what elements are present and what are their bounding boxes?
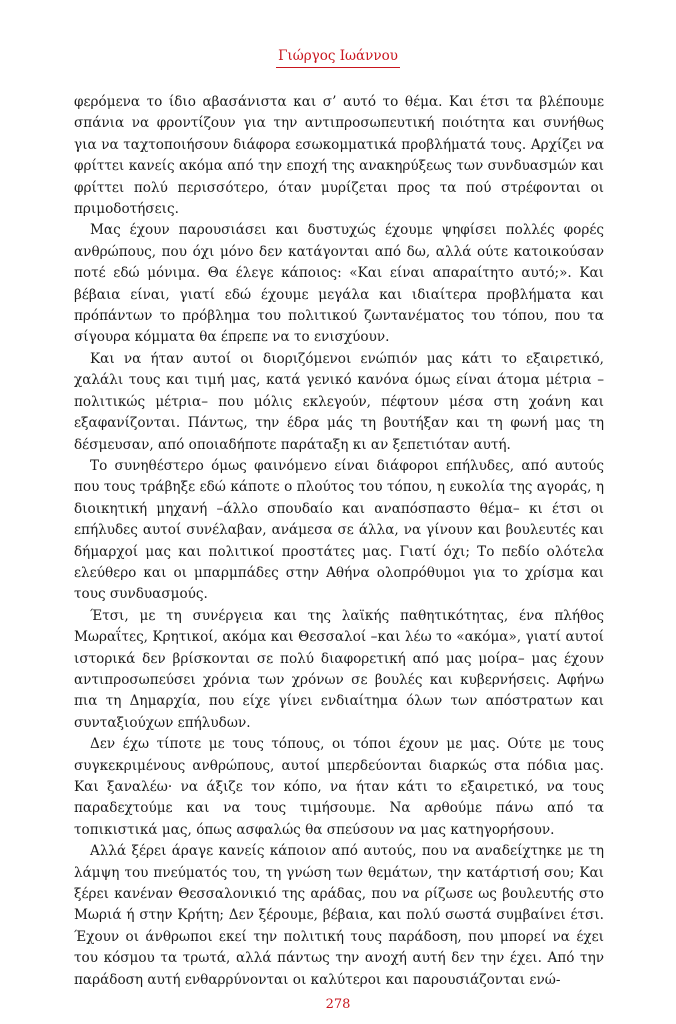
paragraph-1: φερόμενα το ίδιο αβασάνιστα και σ’ αυτό το θέμα. Και έτσι τα βλέπουμε σπάνια να φροντίζουν για την αντιπροσωπευτική ποιότητα και συνήθως για να ταχτοποιήσουν διάφορα εσωκομματικά προβλήματά τους. Αρχίζει να φρίττει κανείς ακόμα από την εποχή της ανακηρύξεως των συνδυασμών και φρίττει πολύ περισσότερο, όταν μυρίζεται προς τα πού στρέφονται οι πριμοδοτήσεις. [74, 94, 604, 218]
page-number: 278 [325, 997, 351, 1012]
body-text [74, 92, 604, 991]
running-head [0, 47, 676, 68]
paragraph-5: Έτσι, με τη συνέργεια και της λαϊκής παθητικότητας, ένα πλήθος Μωραΐτες, Κρητικοί, ακόμα και Θεσσαλοί –και λέω το «ακόμα», γιατί αυτοί ιστορικά δεν βρίσκονται σε πολύ διαφορετική από μας μοίρα– μας έχουν αντιπροσωπεύσει χρόνια των χρόνων σε βουλές και κυβερνήσεις. Αφήνω πια τη Δημαρχία, που είχε γίνει ενδιαίτημα όλων των απόστρατων και συνταξιούχων επήλυδων. [74, 607, 604, 731]
paragraph-7: Αλλά ξέρει άραγε κανείς κάποιον από αυτούς, που να αναδείχτηκε με τη λάμψη του πνεύματός του, τη γνώση των θεμάτων, την κατάρτισή σου; Και ξέρει κανέναν Θεσσαλονικιό της αράδας, που να ρίζωσε ως βουλευτής στο Μωριά ή στην Κρήτη; Δεν ξέρουμε, βέβαια, και πολύ σωστά συμβαίνει έτσι. Έχουν οι άνθρωποι εκεί την πολιτική τους παράδοση, που μπορεί να έχει του κόσμου τα τρωτά, αλλά πάντως την ανοχή αυτή δεν την έχει. Από την παράδοση αυτή ενθαρρύνονται οι καλύτεροι και παρουσιάζονται ενώ- [74, 843, 604, 988]
paragraph-3: Και να ήταν αυτοί οι διοριζόμενοι ενώπιόν μας κάτι το εξαιρετικό, χαλάλι τους και τιμή μας, κατά γενικό κανόνα όμως είναι άτομα μέτρια –πολιτικώς μέτρια– που μόλις εκλεγούν, πέφτουν μέσα στη χοάνη και εξαφανίζονται. Πάντως, την έδρα μάς τη βουτήξαν και τη φωνή μας τη δέσμευσαν, από οποιαδήποτε παράταξη κι αν ξεπετιόταν αυτή. [74, 350, 604, 453]
paragraph-6: Δεν έχω τίποτε με τους τόπους, οι τόποι έχουν με μας. Ούτε με τους συγκεκριμένους ανθρώπους, αυτοί μπερδεύονται διαρκώς στα πόδια μας. Και ξαναλέω· να άξιζε τον κόπο, να ήταν κάτι το εξαιρετικό, να τους παραδεχτούμε και να τους τιμήσουμε. Να αρθούμε πάνω από τα τοπικιστικά μας, όπως ασφαλώς θα σπεύσουν να μας κατηγορήσουν. [74, 736, 604, 838]
author-name: Γιώργος Ιωάννου [276, 47, 400, 68]
paragraph-4: Το συνηθέστερο όμως φαινόμενο είναι διάφοροι επήλυδες, από αυτούς που τους τράβηξε εδώ κάποτε ο πλούτος του τόπου, η ευκολία της αγοράς, η διοικητική μηχανή –άλλο σπουδαίο και αναπόσπαστο θέμα– κι έτσι οι επήλυδες αυτοί συνέλαβαν, ανάμεσα σε άλλα, να γίνουν και βουλευτές και δήμαρχοί μας και πολιτικοί προστάτες μας. Γιατί όχι; Το πεδίο ολότελα ελεύθερο και οι μπαρμπάδες στην Αθήνα ολοπρόθυμοι για το χρίσμα και τους συνδυασμούς. [74, 457, 604, 603]
paragraph-2: Μας έχουν παρουσιάσει και δυστυχώς έχουμε ψηφίσει πολλές φορές ανθρώπους, που όχι μόνο δεν κατάγονται από δω, αλλά ούτε κατοικούσαν ποτέ εδώ μόνιμα. Θα έλεγε κάποιος: «Και είναι απαραίτητο αυτό;». Και βέβαια είναι, γιατί εδώ έχουμε μεγάλα και ιδιαίτερα προβλήματα και πρόπάντων το πρόβλημα του πολιτικού ζωντανέματος του τόπου, που τα σίγουρα κόμματα θα έπρεπε να το ενισχύουν. [74, 222, 604, 346]
